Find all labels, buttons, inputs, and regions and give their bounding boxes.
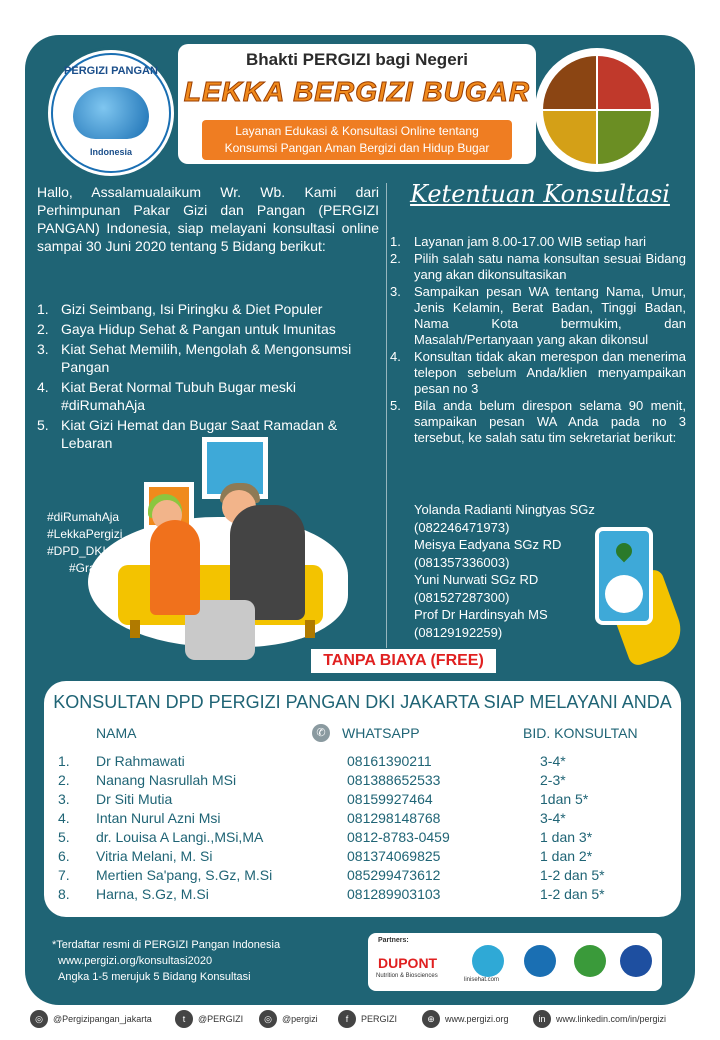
- linisehat-label: linisehat.com: [464, 977, 500, 983]
- facebook-icon: f: [338, 1010, 356, 1028]
- footer-link[interactable]: in www.linkedin.com/in/pergizi: [533, 1010, 666, 1028]
- footer-link[interactable]: ◎ @Pergizipangan_jakarta: [30, 1010, 152, 1028]
- secretariat-contacts: [414, 501, 614, 641]
- partner-logo-icon: [574, 945, 606, 977]
- phone-logo-icon: [605, 575, 643, 613]
- consultation-fields-list: [37, 300, 379, 454]
- table-row: 5. dr. Louisa A Langi.,MSi,MA 0812-8783-0459 1 dan 3*: [58, 829, 593, 845]
- whatsapp-icon: ✆: [312, 724, 330, 742]
- ketentuan-title: Ketentuan Konsultasi: [410, 180, 670, 208]
- table-row: 2. Nanang Nasrullah MSi 081388652533 2-3*: [58, 772, 566, 788]
- linkedin-icon: in: [533, 1010, 551, 1028]
- note-registered: *Terdaftar resmi di PERGIZI Pangan Indonesia: [52, 939, 281, 951]
- table-row: 1. Dr Rahmawati 08161390211 3-4*: [58, 753, 566, 769]
- footer-link[interactable]: ⊕ www.pergizi.org: [422, 1010, 509, 1028]
- table-row: 8. Harna, S.Gz, M.Si 081289903103 1-2 dan 5*: [58, 886, 605, 902]
- partner-logo-icon: [620, 945, 652, 977]
- person-woman-illustration: [150, 520, 200, 615]
- list-item: 3. Kiat Sehat Memilih, Mengolah & Mengonsumsi Pangan: [37, 341, 352, 375]
- instagram-icon: ◎: [30, 1010, 48, 1028]
- twitter-icon: t: [175, 1010, 193, 1028]
- footer-link[interactable]: t @PERGIZI: [175, 1010, 243, 1028]
- table-title: KONSULTAN DPD PERGIZI PANGAN DKI JAKARTA SIAP MELAYANI ANDA: [53, 692, 672, 712]
- list-item: 4. Kiat Berat Normal Tubuh Bugar meski #diRumahAja: [37, 379, 296, 413]
- logo-water-icon: [73, 87, 149, 139]
- phone-icon: [595, 527, 653, 625]
- dupont-subtitle: Nutrition & Biosciences: [376, 973, 438, 979]
- contact-phone[interactable]: (08129192259): [414, 624, 503, 640]
- note-fields: Angka 1-5 merujuk 5 Bidang Konsultasi: [58, 971, 251, 983]
- sofa-leg: [130, 620, 140, 638]
- instagram-icon: ◎: [259, 1010, 277, 1028]
- hashtag: #diRumahAja: [47, 510, 120, 524]
- footer-link[interactable]: ◎ @pergizi: [259, 1010, 318, 1028]
- hashtag: #DPD_DKI_JKT: [47, 544, 134, 558]
- logo-top-text: PERGIZI PANGAN: [64, 65, 158, 77]
- list-item: 1. Gizi Seimbang, Isi Piringku & Diet Populer: [37, 301, 323, 317]
- contact-name: Meisya Eadyana SGz RD: [414, 537, 562, 552]
- table-row: 7. Mertien Sa'pang, S.Gz, M.Si 085299473612 1-2 dan 5*: [58, 867, 605, 883]
- hashtags: [47, 509, 142, 577]
- food-plate-icon: [535, 48, 659, 172]
- banner-subtitle-bar: [202, 120, 512, 160]
- rules-list: [390, 234, 686, 447]
- list-item: 4. Konsultan tidak akan merespon dan menerima telepon sebelum Anda/klien menyampaikan pesan no 3: [390, 349, 686, 396]
- free-label: TANPA BIAYA (FREE): [311, 649, 496, 673]
- pergizi-pangan-logo: [48, 50, 174, 176]
- contact-name: Yolanda Radianti Ningtyas SGz: [414, 502, 595, 517]
- list-item: 5. Bila anda belum direspon selama 90 menit, sampaikan pesan WA Anda pada no 3 tersebut, ke salah satu tim sekretariat berikut:: [390, 398, 686, 445]
- hashtag: #LekkaPergizi: [47, 527, 123, 541]
- list-item: 3. Sampaikan pesan WA tentang Nama, Umur, Jenis Kelamin, Berat Badan, Tinggi Badan, Nama Kota bermukim, dan Masalah/Pertanyaan yang akan dikonsul: [390, 284, 686, 347]
- globe-icon: ⊕: [422, 1010, 440, 1028]
- banner-title: Bhakti PERGIZI bagi Negeri: [246, 50, 468, 69]
- linisehat-logo-icon: [472, 945, 504, 977]
- list-item: 1. Layanan jam 8.00-17.00 WIB setiap hari: [390, 234, 646, 249]
- partner-logo-icon: [524, 945, 556, 977]
- sofa-leg: [305, 620, 315, 638]
- note-url[interactable]: www.pergizi.org/konsultasi2020: [58, 955, 213, 967]
- header-whatsapp: WHATSAPP: [342, 725, 420, 741]
- header-name: NAMA: [96, 725, 137, 741]
- hashtag: #Gratis: [69, 561, 108, 575]
- partners-label: Partners:: [378, 937, 409, 944]
- dupont-logo: DUPONT: [378, 955, 438, 971]
- contact-name: Yuni Nurwati SGz RD: [414, 572, 539, 587]
- header-field: BID. KONSULTAN: [523, 725, 638, 741]
- partners-box: [368, 933, 662, 991]
- footnotes: [52, 937, 342, 985]
- list-item: 2. Pilih salah satu nama konsultan sesuai Bidang yang akan dikonsultasikan: [390, 251, 686, 282]
- banner-line-1: Layanan Edukasi & Konsultasi Online tentang: [235, 124, 479, 138]
- table-row: 4. Intan Nurul Azni Msi 081298148768 3-4*: [58, 810, 566, 826]
- contact-phone[interactable]: (081357336003): [414, 554, 510, 570]
- contact-name: Prof Dr Hardinsyah MS: [414, 607, 548, 622]
- plate-divider: [543, 109, 651, 111]
- table-row: 6. Vitria Melani, M. Si 081374069825 1 dan 2*: [58, 848, 593, 864]
- logo-bottom-text: Indonesia: [89, 147, 132, 157]
- contact-phone[interactable]: (081527287300): [414, 589, 510, 605]
- banner-brand: LEKKA BERGIZI BUGAR: [183, 76, 531, 107]
- intro-text: Hallo, Assalamualaikum Wr. Wb. Kami dari Perhimpunan Pakar Gizi dan Pangan (PERGIZI PANGAN) Indonesia, siap melayani konsultasi online sampai 30 Juni 2020 tentang 5 Bidang berikut:: [37, 184, 379, 254]
- list-item: 2. Gaya Hidup Sehat & Pangan untuk Imunitas: [37, 321, 336, 337]
- column-divider: [386, 183, 387, 648]
- list-item: 5. Kiat Gizi Hemat dan Bugar Saat Ramadan & Lebaran: [37, 417, 338, 451]
- banner-line-2: Konsumsi Pangan Aman Bergizi dan Hidup Bugar: [224, 141, 490, 155]
- contact-phone[interactable]: (082246471973): [414, 519, 510, 535]
- table-row: 3. Dr Siti Mutia 08159927464 1dan 5*: [58, 791, 589, 807]
- social-footer: [25, 1010, 695, 1030]
- footer-link[interactable]: f PERGIZI: [338, 1010, 397, 1028]
- location-pin-icon: [613, 540, 636, 563]
- header-banner: [178, 44, 536, 164]
